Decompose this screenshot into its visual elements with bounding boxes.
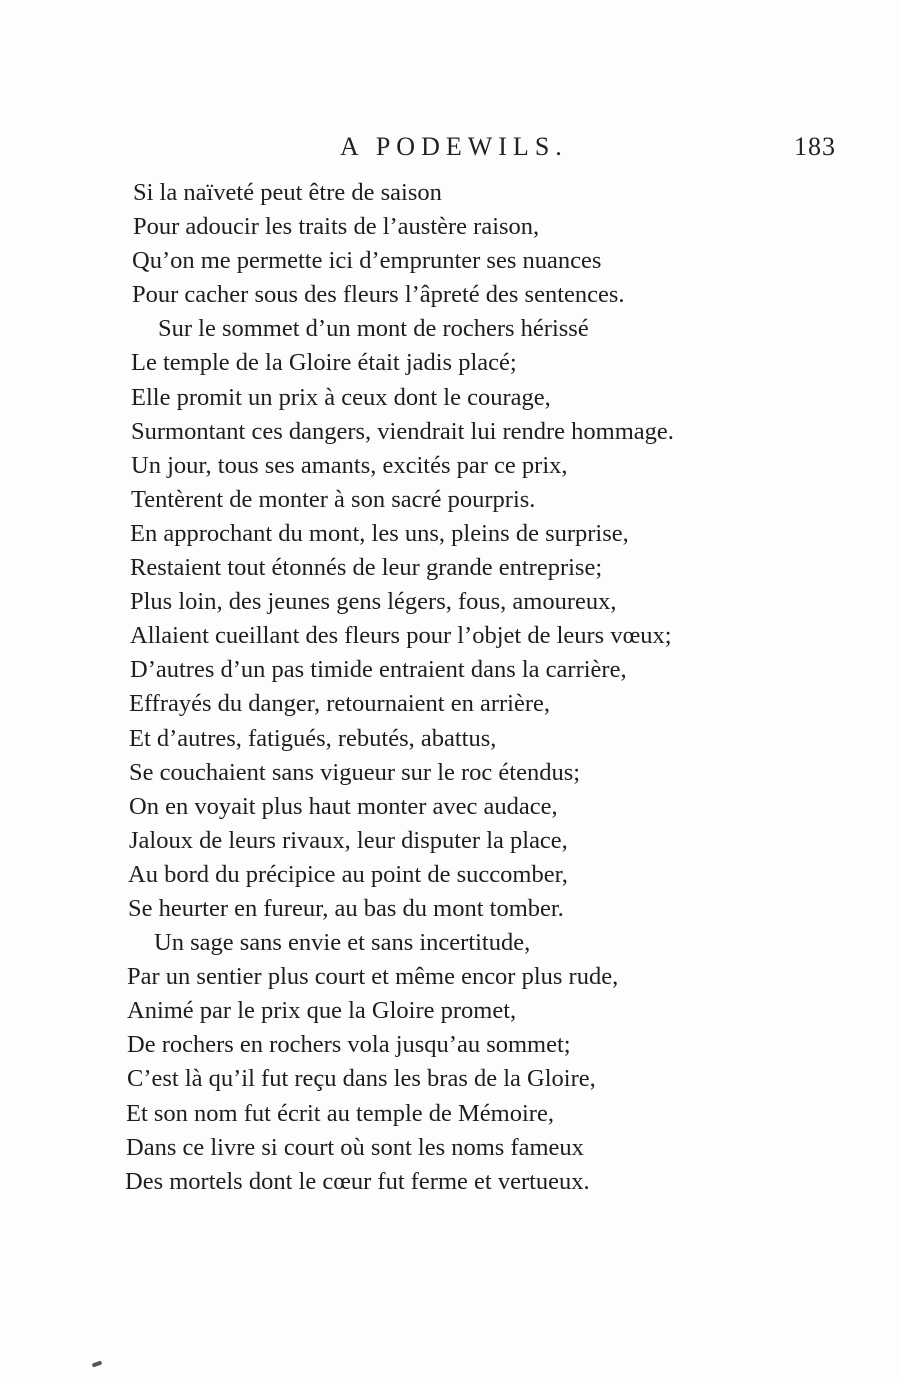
verse-line-text: Tentèrent de monter à son sacré pourpris. (131, 485, 536, 513)
verse-line (0, 449, 900, 483)
verse-line-text: On en voyait plus haut monter avec audace, (129, 792, 558, 820)
verse-line-text: De rochers en rochers vola jusqu’au sommet; (127, 1031, 571, 1059)
page-number: 183 (794, 132, 836, 161)
verse-line-text: Effrayés du danger, retournaient en arrière, (129, 690, 550, 718)
ink-speck (92, 1360, 103, 1367)
verse-line (0, 415, 900, 449)
verse-line (0, 960, 900, 994)
verse-line-text: Un jour, tous ses amants, excités par ce prix, (131, 451, 568, 479)
running-head (0, 132, 900, 166)
verse-line-text: Animé par le prix que la Gloire promet, (127, 997, 517, 1025)
verse-line-text: Par un sentier plus court et même encor plus rude, (127, 963, 619, 991)
verse-line (0, 278, 900, 312)
verse-line-text: Pour cacher sous des fleurs l’âpreté des sentences. (132, 281, 625, 309)
verse-line-text: Qu’on me permette ici d’emprunter ses nuances (132, 247, 602, 275)
verse-line (0, 824, 900, 858)
verse-line (0, 483, 900, 517)
verse-line (0, 756, 900, 790)
verse-line-text: D’autres d’un pas timide entraient dans la carrière, (130, 656, 627, 684)
verse-line-text: Allaient cueillant des fleurs pour l’objet de leurs vœux; (130, 622, 672, 650)
verse-line (0, 176, 900, 210)
verse-line (0, 1028, 900, 1062)
poem (0, 176, 900, 1199)
verse-line-text: Jaloux de leurs rivaux, leur disputer la place, (129, 826, 568, 854)
verse-line-text: Pour adoucir les traits de l’austère raison, (133, 213, 540, 241)
verse-line (0, 926, 900, 960)
verse-line (0, 244, 900, 278)
verse-line (0, 1131, 900, 1165)
verse-line (0, 858, 900, 892)
verse-line-text: Dans ce livre si court où sont les noms fameux (126, 1133, 584, 1161)
verse-line (0, 517, 900, 551)
verse-line (0, 1062, 900, 1096)
verse-line-text: En approchant du mont, les uns, pleins de surprise, (130, 519, 629, 547)
verse-line-text: Des mortels dont le cœur fut ferme et vertueux. (125, 1167, 590, 1195)
verse-line (0, 687, 900, 721)
verse-line (0, 312, 900, 346)
verse-line-text: Surmontant ces dangers, viendrait lui rendre hommage. (131, 417, 674, 445)
verse-line (0, 619, 900, 653)
verse-line (0, 210, 900, 244)
verse-line-text: Et d’autres, fatigués, rebutés, abattus, (129, 724, 497, 752)
verse-line (0, 790, 900, 824)
verse-line (0, 994, 900, 1028)
verse-line-text: Restaient tout étonnés de leur grande entreprise; (130, 554, 603, 582)
running-title: A PODEWILS. (340, 132, 568, 161)
verse-line-text: Sur le sommet d’un mont de rochers hérissé (158, 315, 589, 343)
verse-line (0, 381, 900, 415)
verse-line-text: Se couchaient sans vigueur sur le roc étendus; (129, 758, 581, 786)
verse-line (0, 1097, 900, 1131)
verse-line-text: Le temple de la Gloire était jadis placé; (131, 349, 517, 377)
verse-line (0, 346, 900, 380)
verse-line (0, 653, 900, 687)
verse-line-text: Plus loin, des jeunes gens légers, fous, amoureux, (130, 588, 617, 616)
verse-line-text: Si la naïveté peut être de saison (133, 179, 442, 206)
verse-line (0, 1165, 900, 1199)
verse-line (0, 585, 900, 619)
verse-line (0, 892, 900, 926)
verse-line-text: Elle promit un prix à ceux dont le courage, (131, 383, 551, 411)
verse-line-text: Se heurter en fureur, au bas du mont tomber. (128, 894, 564, 922)
verse-line-text: C’est là qu’il fut reçu dans les bras de la Gloire, (127, 1065, 596, 1093)
verse-line (0, 551, 900, 585)
verse-line-text: Et son nom fut écrit au temple de Mémoire, (126, 1099, 554, 1127)
verse-line-text: Au bord du précipice au point de succomber, (128, 860, 568, 888)
verse-line (0, 722, 900, 756)
verse-line-text: Un sage sans envie et sans incertitude, (154, 929, 531, 957)
